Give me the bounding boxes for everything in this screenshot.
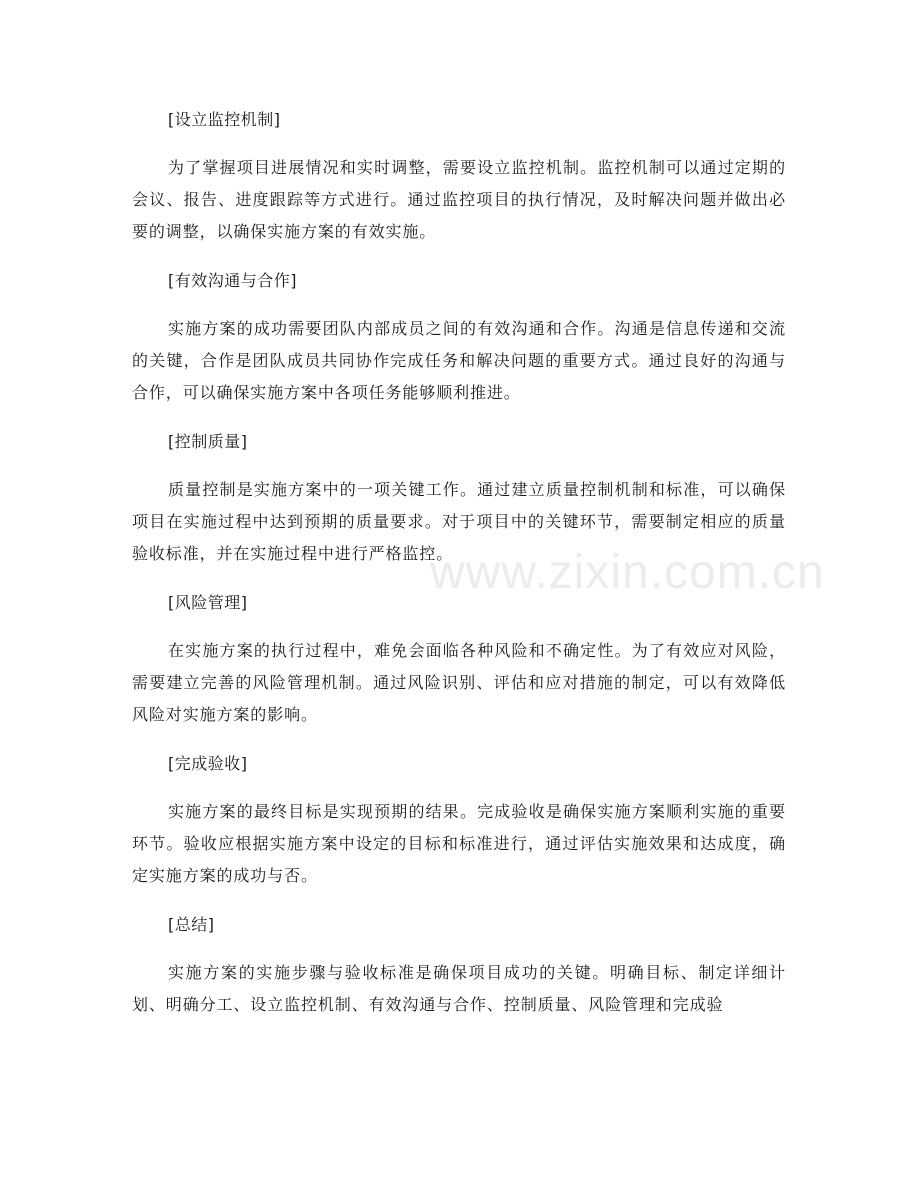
section-communication xyxy=(132,261,786,409)
section-paragraph: 实施方案的成功需要团队内部成员之间的有效沟通和合作。沟通是信息传递和交流的关键，合作是团队成员共同协作完成任务和解决问题的重要方式。通过良好的沟通与合作，可以确保实施方案中各项任务能够顺利推进。 xyxy=(132,319,786,402)
section-paragraph: 实施方案的实施步骤与验收标准是确保项目成功的关键。明确目标、制定详细计划、明确分工、设立监控机制、有效沟通与合作、控制质量、风险管理和完成验 xyxy=(132,963,786,1014)
section-acceptance xyxy=(132,744,786,892)
document-body xyxy=(132,100,786,1034)
section-heading: [完成验收] xyxy=(168,754,248,773)
section-heading: [设立监控机制] xyxy=(168,110,281,129)
section-heading: [风险管理] xyxy=(168,593,248,612)
section-paragraph: 质量控制是实施方案中的一项关键工作。通过建立质量控制机制和标准，可以确保项目在实施过程中达到预期的质量要求。对于项目中的关键环节，需要制定相应的质量验收标准，并在实施过程中进行严格监控。 xyxy=(132,480,786,563)
section-heading: [总结] xyxy=(168,915,215,934)
section-monitoring xyxy=(132,100,786,248)
watermark: www.zixin.com.cn xyxy=(430,546,825,599)
section-quality xyxy=(132,422,786,570)
section-heading: [有效沟通与合作] xyxy=(168,271,297,290)
section-risk xyxy=(132,583,786,731)
section-paragraph: 为了掌握项目进展情况和实时调整，需要设立监控机制。监控机制可以通过定期的会议、报告、进度跟踪等方式进行。通过监控项目的执行情况，及时解决问题并做出必要的调整，以确保实施方案的有效实施。 xyxy=(132,158,786,241)
section-paragraph: 实施方案的最终目标是实现预期的结果。完成验收是确保实施方案顺利实施的重要环节。验收应根据实施方案中设定的目标和标准进行，通过评估实施效果和达成度，确定实施方案的成功与否。 xyxy=(132,802,786,885)
section-summary xyxy=(132,905,786,1021)
section-paragraph: 在实施方案的执行过程中，难免会面临各种风险和不确定性。为了有效应对风险，需要建立完善的风险管理机制。通过风险识别、评估和应对措施的制定，可以有效降低风险对实施方案的影响。 xyxy=(132,641,786,724)
section-heading: [控制质量] xyxy=(168,432,248,451)
